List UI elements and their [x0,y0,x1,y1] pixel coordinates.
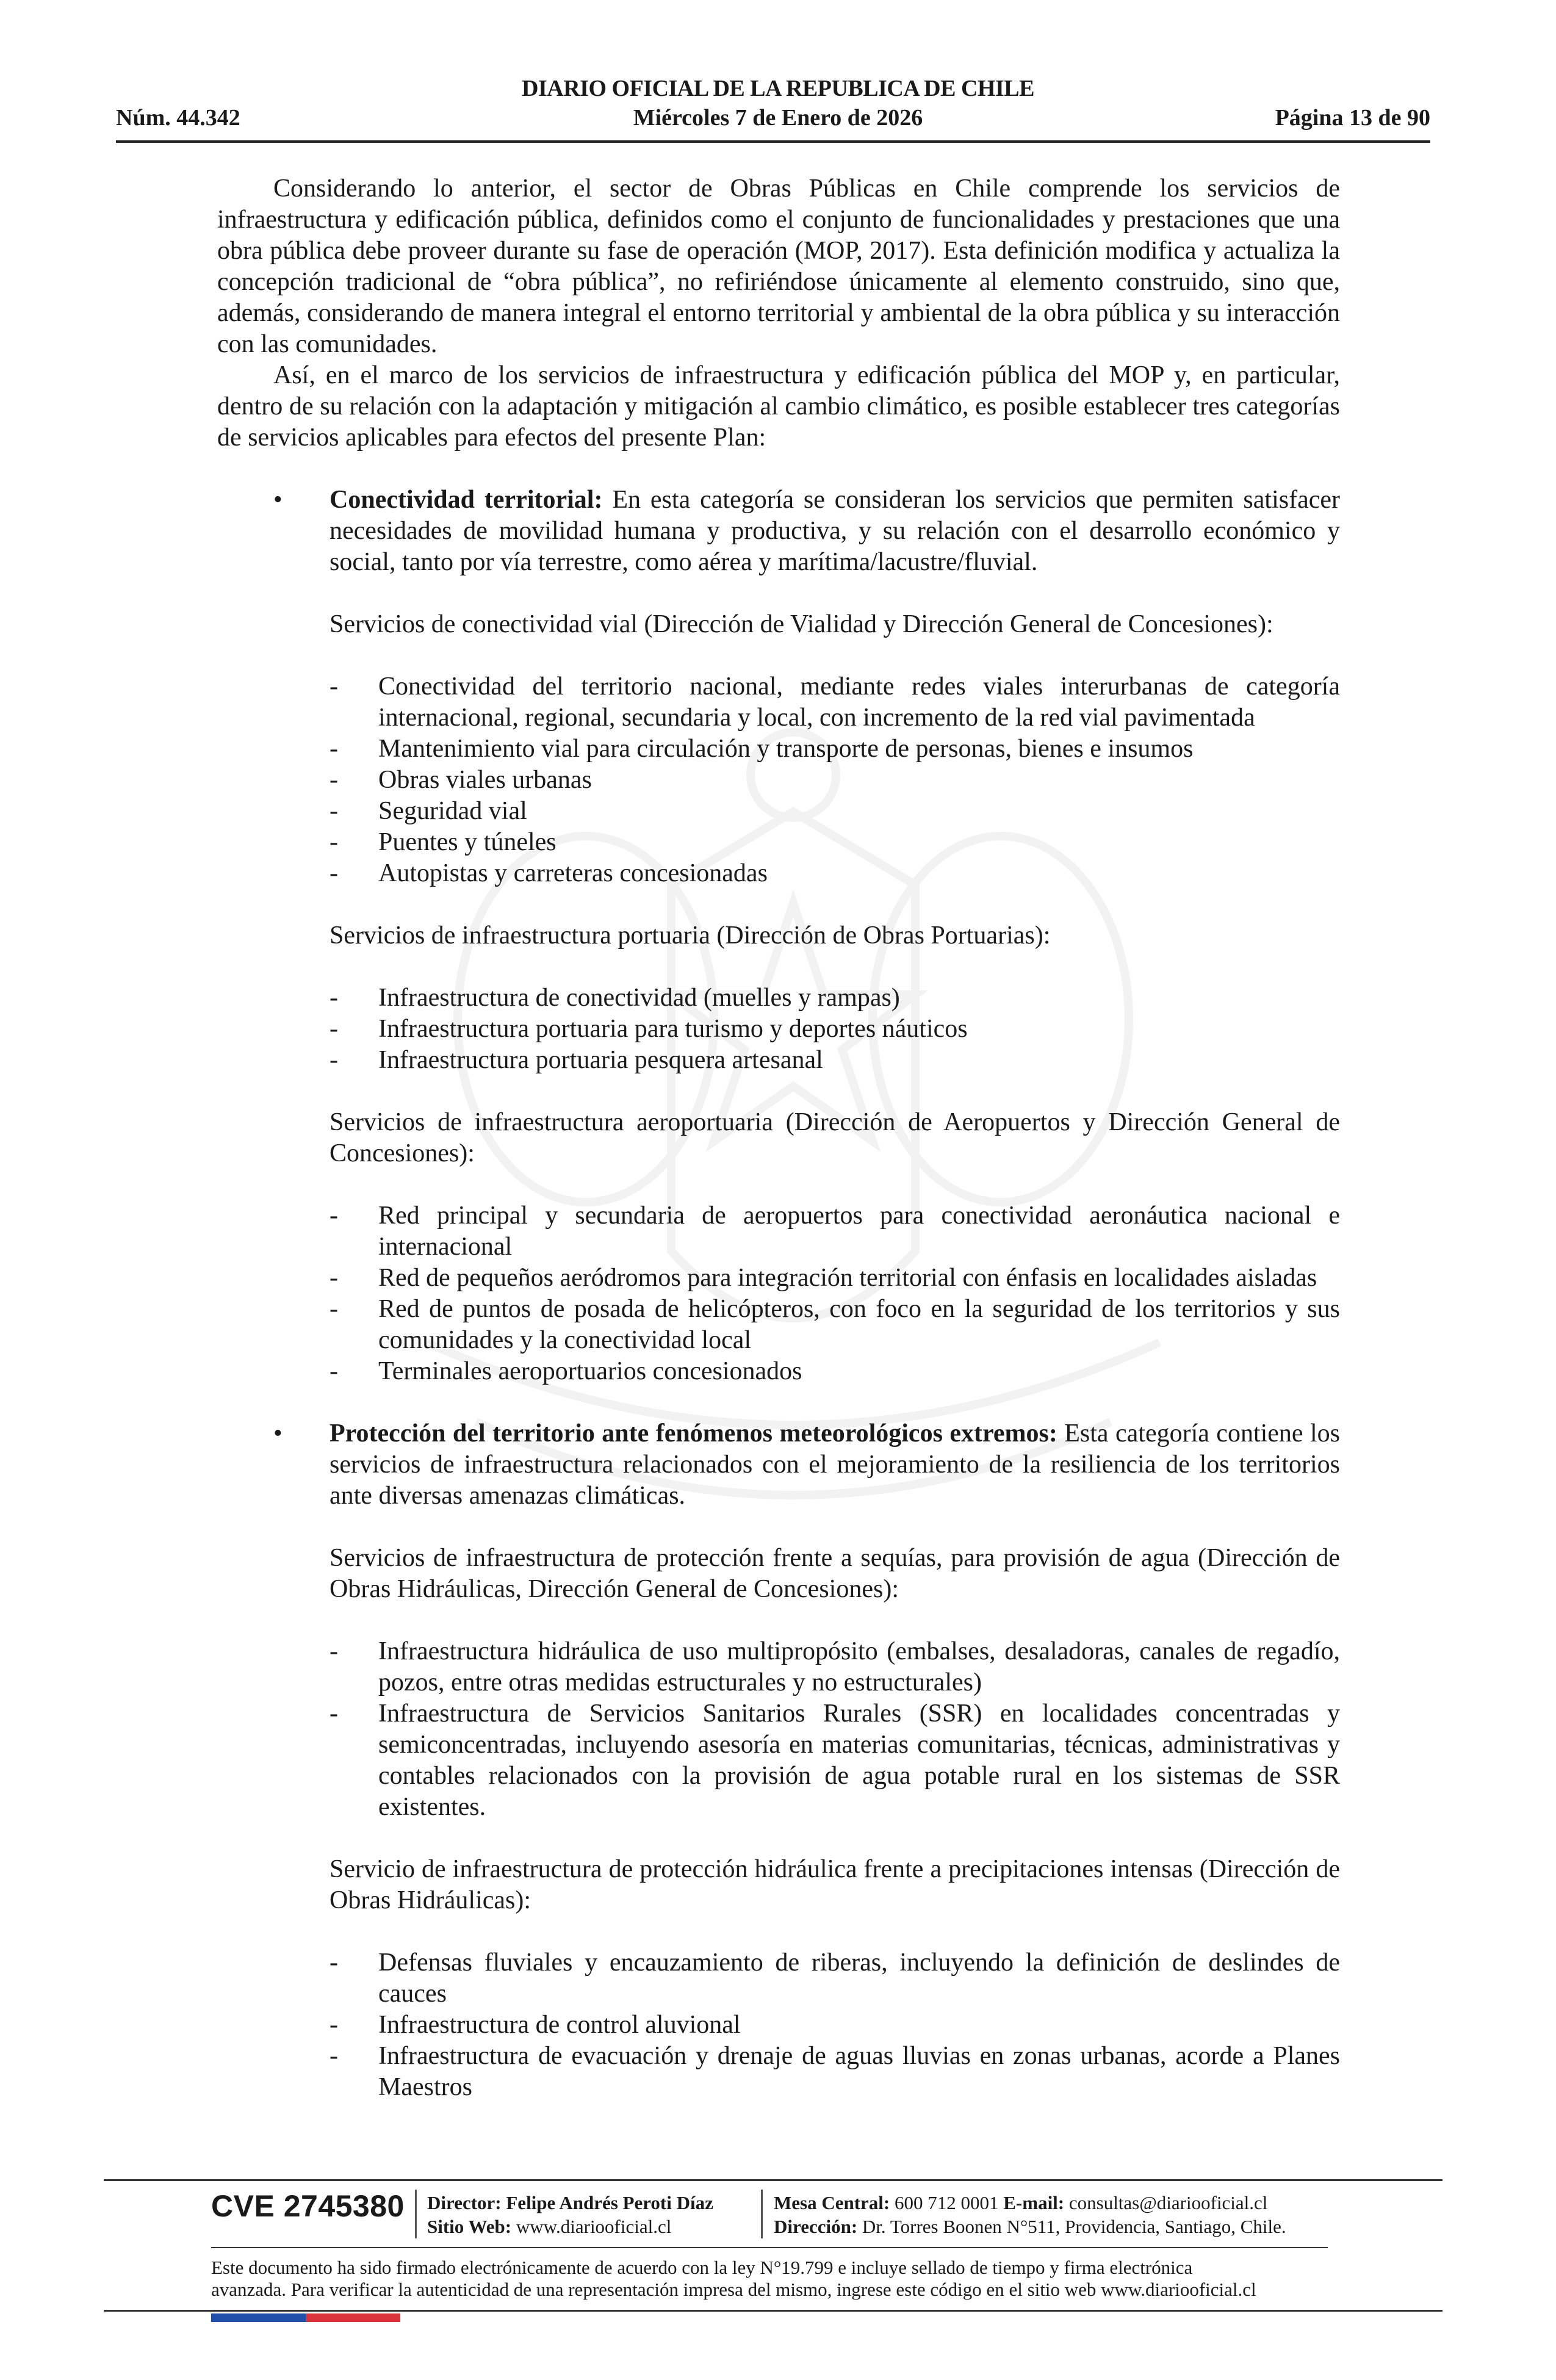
service-group-heading: Servicios de infraestructura aeroportuaria (Dirección de Aeropuertos y Dirección General de Concesiones): [330,1108,1340,1167]
phone-number: 600 712 0001 [895,2192,999,2213]
service-group-heading: Servicios de infraestructura portuaria (Dirección de Obras Portuarias): [330,921,1051,950]
flag-blue-segment [211,2313,306,2322]
address-text: Dr. Torres Boonen N°511, Providencia, Santiago, Chile. [862,2216,1286,2237]
list-item: - Infraestructura de conectividad (muelles y rampas) [330,984,900,1012]
email-link[interactable]: consultas@diariooficial.cl [1068,2192,1268,2213]
cve-code: CVE 2745380 [211,2189,405,2223]
list-item: - Infraestructura de Servicios Sanitarios Rurales (SSR) en localidades concentradas y semiconcentradas, incluyendo asesoría en materias comunitarias, técnicas, administrativas y contables relacionados con la provisión de agua potable rural en los sistemas de SSR existentes. [330,1700,1340,1821]
service-group-heading: Servicios de conectividad vial (Dirección de Vialidad y Dirección General de Concesiones): [330,610,1273,638]
list-item: - Infraestructura hidráulica de uso multipropósito (embalses, desaladoras, canales de regadío, pozos, entre otras medidas estructurales y no estructurales) [330,1637,1340,1697]
document-body [217,173,1340,2103]
list-item: - Terminales aeroportuarios concesionados [330,1357,802,1385]
service-list [217,1636,1340,1823]
bullet-icon: • [273,1419,283,1448]
list-item: - Red principal y secundaria de aeropuertos para conectividad aeronáutica nacional e internacional [330,1202,1340,1261]
service-list [217,983,1340,1076]
category-description: En esta categoría se consideran los servicios que permiten satisfacer necesidades de movilidad humana y productiva, y su relación con el desarrollo económico y social, tanto por vía terrestre, como aérea y marítima/lacustre/fluvial. [330,486,1341,576]
service-list [217,1947,1340,2103]
address-label: Dirección: [774,2216,858,2237]
list-item: - Infraestructura de evacuación y drenaje de aguas lluvias en zonas urbanas, acorde a Planes Maestros [330,2042,1340,2101]
signature-note-line: Este documento ha sido firmado electrónicamente de acuerdo con la ley N°19.799 e incluye sellado de tiempo y firma electrónica [211,2257,1193,2278]
list-item: - Infraestructura portuaria pesquera artesanal [330,1046,823,1074]
signature-note-line: avanzada. Para verificar la autenticidad de una representación impresa del mismo, ingrese este código en el sitio web www.diariooficial.cl [211,2279,1256,2300]
flag-stripe [211,2313,400,2322]
footer-separator [415,2190,417,2238]
director-label: Director: [427,2192,502,2213]
category-title: Conectividad territorial: [330,486,603,514]
header-divider [116,140,1430,143]
footer-divider [104,2179,1443,2181]
list-item: - Red de puntos de posada de helicópteros, con foco en la seguridad de los territorios y sus comunidades y la conectividad local [330,1295,1340,1354]
list-item: - Seguridad vial [330,797,527,825]
list-item: - Conectividad del territorio nacional, mediante redes viales interurbanas de categoría internacional, regional, secundaria y local, con incremento de la red vial pavimentada [330,673,1340,732]
footer-contact-block [774,2191,1286,2238]
director-name: Felipe Andrés Peroti Díaz [506,2192,713,2213]
list-item: - Infraestructura de control aluvional [330,2011,741,2039]
category-bullet [217,485,1340,578]
issue-date: Miércoles 7 de Enero de 2026 [633,105,923,131]
category-bullet [217,1418,1340,1512]
list-item: - Puentes y túneles [330,828,556,856]
list-item: - Red de pequeños aeródromos para integración territorial con énfasis en localidades aisladas [330,1264,1317,1292]
email-label: E-mail: [1003,2192,1065,2213]
footer-separator [761,2190,763,2238]
flag-red-segment [306,2313,400,2322]
list-item: - Autopistas y carreteras concesionadas [330,859,768,887]
list-item: - Mantenimiento vial para circulación y transporte de personas, bienes e insumos [330,735,1194,763]
service-list [217,671,1340,889]
bullet-icon: • [273,486,283,514]
category-title: Protección del territorio ante fenómenos meteorológicos extremos: [330,1419,1057,1448]
category-description: Esta categoría contiene los servicios de infraestructura relacionados con el mejoramiento de la resiliencia de los territorios ante diversas amenazas climáticas. [330,1419,1341,1510]
publication-title: DIARIO OFICIAL DE LA REPUBLICA DE CHILE [522,76,1034,101]
footer-note-divider [211,2247,1328,2248]
website-link[interactable]: www.diariooficial.cl [516,2216,672,2237]
phone-label: Mesa Central: [774,2192,890,2213]
list-item: - Obras viales urbanas [330,766,592,794]
list-item: - Defensas fluviales y encauzamiento de riberas, incluyendo la definición de deslindes de cauces [330,1949,1340,2008]
page-number: Página 13 de 90 [1275,105,1430,131]
footer-director-block [427,2191,713,2238]
list-item: - Infraestructura portuaria para turismo y deportes náuticos [330,1015,968,1043]
signature-note [211,2257,1334,2301]
website-label: Sitio Web: [427,2216,512,2237]
intro-paragraph: Considerando lo anterior, el sector de Obras Públicas en Chile comprende los servicios de infraestructura y edificación pública, definidos como el conjunto de funcionalidades y prestaciones que una obra pública debe proveer durante su fase de operación (MOP, 2017). Esta definición modifica y actualiza la concepción tradicional de “obra pública”, no refiriéndose únicamente al elemento construido, sino que, además, considerando de manera integral el entorno territorial y ambiental de la obra pública y su interacción con las comunidades. [217,175,1340,358]
intro-paragraph: Así, en el marco de los servicios de infraestructura y edificación pública del MOP y, en particular, dentro de su relación con la adaptación y mitigación al cambio climático, es posible establecer tres categorías de servicios aplicables para efectos del presente Plan: [217,361,1340,452]
service-list [217,1200,1340,1387]
footer-bottom-divider [104,2310,1443,2312]
service-group-heading: Servicio de infraestructura de protección hidráulica frente a precipitaciones intensas (Dirección de Obras Hidráulicas): [330,1855,1340,1914]
service-group-heading: Servicios de infraestructura de protección frente a sequías, para provisión de agua (Dirección de Obras Hidráulicas, Dirección General de Concesiones): [330,1544,1340,1603]
issue-number: Núm. 44.342 [116,105,240,131]
